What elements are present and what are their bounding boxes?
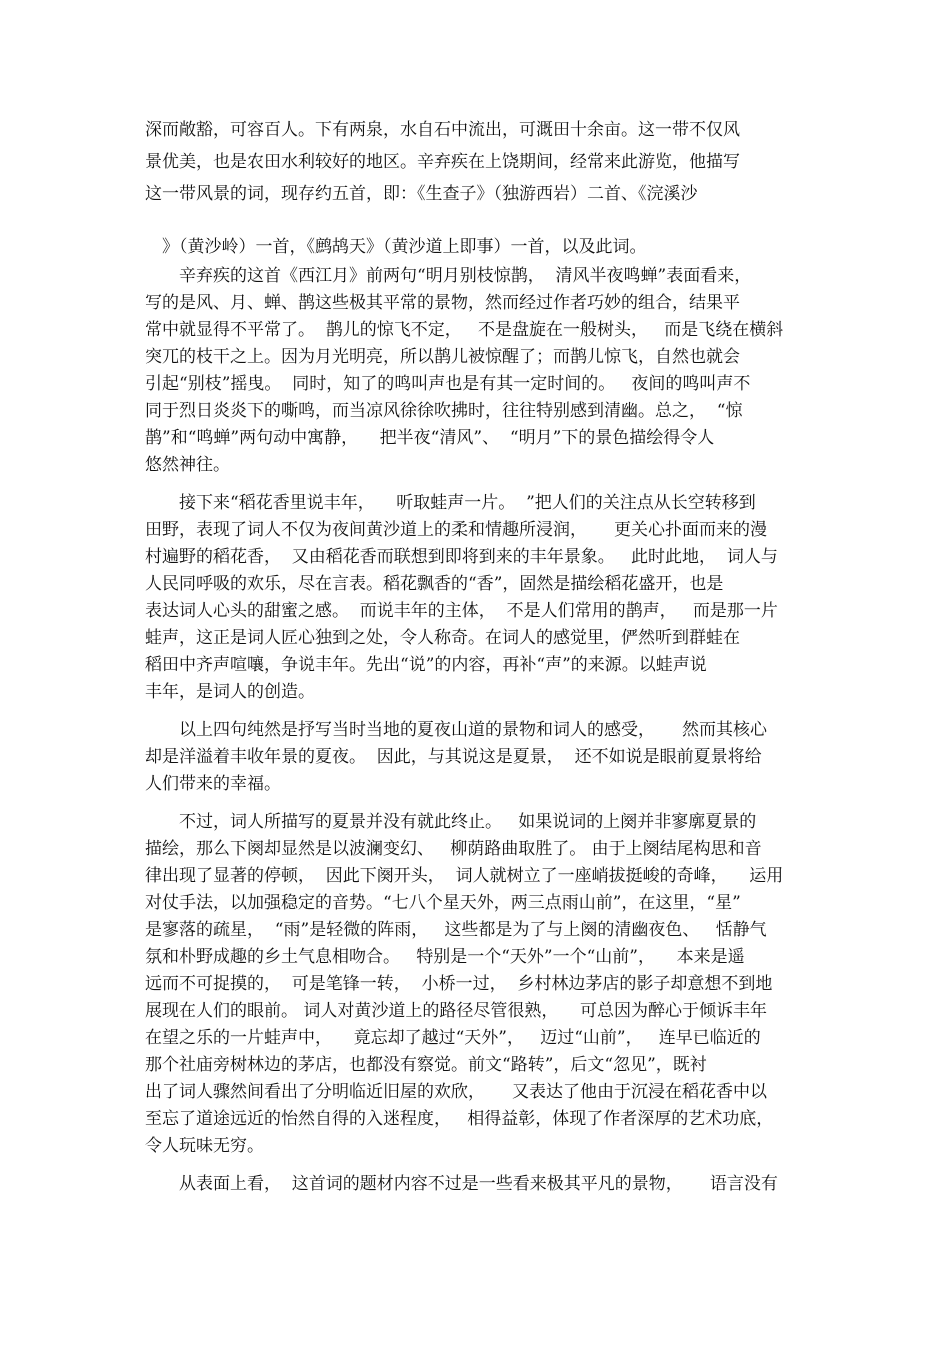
text-line: 写的是风、月、蝉、鹊这些极其平常的景物，然而经过作者巧妙的组合，结果平 [145, 293, 740, 313]
text-line: 展现在人们的眼前。 词人对黄沙道上的路径尽管很熟， 可总因为醉心于倾诉丰年 [145, 1001, 768, 1021]
text-line: 田野，表现了词人不仅为夜间黄沙道上的柔和情趣所浸润， 更关心扑面而来的漫 [145, 520, 768, 540]
text-line: 律出现了显著的停顿， 因此下阕开头， 词人就树立了一座峭拔挺峻的奇峰， 运用 [145, 866, 784, 886]
text-line: 突兀的枝干之上。因为月光明亮，所以鹊儿被惊醒了；而鹊儿惊飞，自然也就会 [145, 347, 740, 367]
text-line: 悠然神往。 [145, 455, 230, 475]
paragraph-start-line: 从表面上看， 这首词的题材内容不过是一些看来极其平凡的景物， 语言没有 [179, 1174, 778, 1194]
paragraph-start-line: 辛弃疾的这首《西江月》前两句“明月别枝惊鹊， 清风半夜鸣蝉”表面看来， [179, 266, 752, 286]
text-line: 那个社庙旁树林边的茅店，也都没有察觉。前文“路转”，后文“忽见”，既衬 [145, 1055, 707, 1075]
text-line: 蛙声，这正是词人匠心独到之处，令人称奇。在词人的感觉里，俨然听到群蛙在 [145, 628, 740, 648]
text-line: 鹊”和“鸣蝉”两句动中寓静， 把半夜“清风”、 “明月”下的景色描绘得令人 [145, 428, 715, 448]
text-line: 远而不可捉摸的， 可是笔锋一转， 小桥一过， 乡村林边茅店的影子却意想不到地 [145, 974, 773, 994]
text-line: 氛和朴野成趣的乡土气息相吻合。 特别是一个“天外”一个“山前”， 本来是遥 [145, 947, 745, 967]
paragraph-start-line: 以上四句纯然是抒写当时当地的夏夜山道的景物和词人的感受， 然而其核心 [179, 720, 768, 740]
text-line: 引起“别枝”摇曳。 同时，知了的鸣叫声也是有其一定时间的。 夜间的鸣叫声不 [145, 374, 751, 394]
text-line: 人民同呼吸的欢乐，尽在言表。稻花飘香的“香”，固然是描绘稻花盛开，也是 [145, 574, 724, 594]
text-line: 对仗手法，以加强稳定的音势。“七八个星天外，两三点雨山前”，在这里，“星” [145, 893, 741, 913]
paragraph-start-line: 接下来“稻花香里说丰年， 听取蛙声一片。 ”把人们的关注点从长空转移到 [179, 493, 756, 513]
text-line: 表达词人心头的甜蜜之感。 而说丰年的主体， 不是人们常用的鹊声， 而是那一片 [145, 601, 778, 621]
text-line: 令人玩味无穷。 [145, 1136, 264, 1156]
paragraph-start-line: 不过，词人所描写的夏景并没有就此终止。 如果说词的上阕并非寥廓夏景的 [179, 812, 757, 832]
text-line: 村遍野的稻花香， 又由稻花香而联想到即将到来的丰年景象。 此时此地， 词人与 [145, 547, 778, 567]
text-line: 丰年，是词人的创造。 [145, 682, 315, 702]
text-line: 人们带来的幸福。 [145, 774, 281, 794]
text-line: 》（黄沙岭）一首，《鹧鸪天》（黄沙道上即事）一首，以及此词。 [162, 237, 647, 257]
text-line: 常中就显得不平常了。 鹊儿的惊飞不定， 不是盘旋在一般树头， 而是飞绕在横斜 [145, 320, 784, 340]
text-line: 稻田中齐声喧嚷，争说丰年。先出“说”的内容，再补“声”的来源。以蛙声说 [145, 655, 707, 675]
text-line: 这一带风景的词，现存约五首，即：《生查子》（独游西岩）二首、《浣溪沙 [145, 184, 698, 204]
text-line: 是寥落的疏星， “雨”是轻微的阵雨， 这些都是为了与上阕的清幽夜色、 恬静气 [145, 920, 767, 940]
text-line: 同于烈日炎炎下的嘶鸣，而当凉风徐徐吹拂时，往往特别感到清幽。总之， “惊 [145, 401, 743, 421]
text-line: 却是洋溢着丰收年景的夏夜。 因此，与其说这是夏景， 还不如说是眼前夏景将给 [145, 747, 762, 767]
text-line: 出了词人骤然间看出了分明临近旧屋的欢欣， 又表达了他由于沉浸在稻花香中以 [145, 1082, 768, 1102]
text-line: 深而敞豁，可容百人。下有两泉，水自石中流出，可溉田十余亩。这一带不仅风 [145, 120, 740, 140]
text-line: 描绘，那么下阕却显然是以波澜变幻、 柳荫路曲取胜了。 由于上阕结尾构思和音 [145, 839, 762, 859]
text-line: 至忘了道途远近的怡然自得的入迷程度， 相得益彰，体现了作者深厚的艺术功底， [145, 1109, 774, 1129]
text-line: 景优美，也是农田水利较好的地区。辛弃疾在上饶期间，经常来此游览，他描写 [145, 152, 740, 172]
text-line: 在望之乐的一片蛙声中， 竟忘却了越过“天外”， 迈过“山前”， 连早已临近的 [145, 1028, 761, 1048]
